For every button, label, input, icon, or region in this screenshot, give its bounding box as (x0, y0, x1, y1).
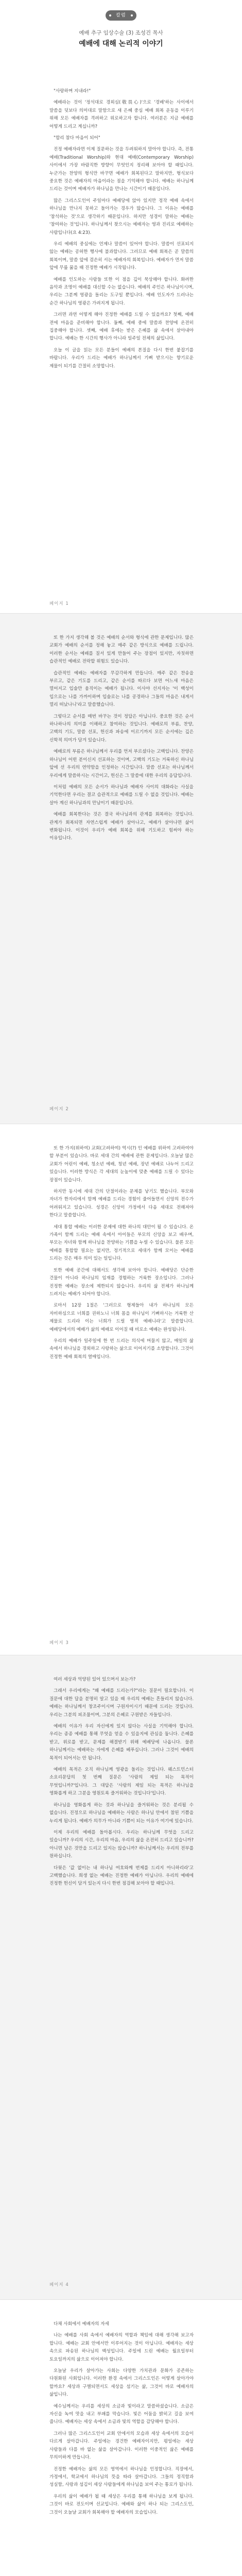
article-section-1 (0, 82, 242, 613)
page-number: 페이지 3 (49, 1640, 69, 1646)
article-title: 예배에 대해 논리적 이야기 (79, 40, 163, 48)
paragraph: 우리 예배의 중심에는 언제나 말씀이 있어야 합니다. 말씀이 선포되지 않는 예배는 공허한 행사에 불과합니다. 그러므로 예배 회복은 곧 말씀의 회복이며, 말씀 앞에 겸손히 서는 예배자의 회복입니다. 예배자가 먼저 말씀 앞에 무릎 꿇을 때 진정한 예배가 시작됩니다. (49, 241, 194, 271)
paragraph: 예배를 인도하는 사람들 또한 이 점을 깊이 묵상해야 합니다. 화려한 음악과 조명이 예배를 대신할 수는 없습니다. 예배의 주인은 하나님이시며, 우리는 그분께 영광을 돌리는 도구일 뿐입니다. 예배 인도자가 드러나는 순간 하나님의 영광은 가려지게 됩니다. (49, 277, 194, 306)
article-section-4 (0, 1655, 242, 2299)
paragraph: 로마서 12장 1절은 '그러므로 형제들아 내가 하나님의 모든 자비하심으로 너희를 권하노니 너희 몸을 하나님이 기뻐하시는 거룩한 산 제물로 드리라 이는 너희가 드릴 영적 예배니라'고 말씀합니다. 예배당에서의 예배가 삶의 예배로 이어질 때 비로소 예배는 완성됩니다. (49, 1303, 194, 1332)
paragraph: 그렇다고 순서를 매번 바꾸는 것이 정답은 아닙니다. 중요한 것은 순서 하나하나의 의미를 이해하고 참여하는 것입니다. 예배로의 부름, 찬양, 고백의 기도, 말씀 선포, 헌신과 파송에 이르기까지 모든 순서에는 깊은 신학적 의미가 담겨 있습니다. (49, 714, 194, 743)
paragraph: 예배의 이유가 우리 자신에게 있지 않다는 사실을 기억해야 합니다. 우리는 종종 예배를 통해 무엇을 얻을 수 있을지에 관심을 둡니다. 은혜를 받고, 위로를 받고, 문제를 해결받기 위해 예배당에 나옵니다. 물론 하나님께서는 예배하는 자에게 은혜를 베푸십니다. 그러나 그것이 예배의 목적이 되어서는 안 됩니다. (49, 1724, 194, 1761)
section-heading: 다채 사회에서 예배자의 자세 (54, 2321, 109, 2327)
paragraph: 이처럼 예배의 모든 순서가 하나님과 예배자 사이의 대화라는 사실을 기억한다면 우리는 결코 습관적으로 예배를 드릴 수 없을 것입니다. 예배는 살아 계신 하나님과의 만남이기 때문입니다. (49, 784, 194, 806)
paragraph: 예배의 목적은 오직 하나님께 영광을 돌리는 것입니다. 웨스트민스터 소요리문답의 첫 번째 질문은 '사람의 제일 되는 목적이 무엇입니까?'입니다. 그 대답은 '사람의 제일 되는 목적은 하나님을 영화롭게 하고 그분을 영원토록 즐거워하는 것입니다'입니다. (49, 1767, 194, 1797)
paragraph: 예배로의 부름은 하나님께서 우리를 먼저 부르셨다는 고백입니다. 찬양은 하나님이 어떤 분이신지 선포하는 것이며, 고백의 기도는 거룩하신 하나님 앞에 선 우리의 연약함을 인정하는 시간입니다. 말씀 선포는 하나님께서 우리에게 말씀하시는 시간이고, 헌신은 그 말씀에 대한 우리의 응답입니다. (49, 749, 194, 778)
paragraph: 진정한 예배자는 삶의 모든 영역에서 하나님을 인정합니다. 직장에서, 가정에서, 학교에서 하나님의 뜻을 따라 살아갑니다. 그들의 정직함과 성실함, 사랑과 섬김이 세상 사람들에게 하나님을 보여 주는 통로가 됩니다. (49, 2466, 194, 2488)
paragraph: 이제 우리의 예배를 돌아봅시다. 우리는 하나님께 무엇을 드리고 있습니까? 우리의 시간, 우리의 마음, 우리의 삶을 온전히 드리고 있습니까? 아니면 남은 것만을 드리고 있지는 않습니까? 하나님께서는 우리의 전부를 원하십니다. (49, 1829, 194, 1859)
paragraph: 다윗은 '값 없이는 내 하나님 여호와께 번제를 드리지 아니하리라'고 고백했습니다. 희생 없는 예배는 진정한 예배가 아닙니다. 우리의 예배에 진정한 헌신이 담겨 있는지 다시 한번 점검해 보아야 할 때입니다. (49, 1865, 194, 1887)
section-text (49, 2320, 194, 2520)
paragraph: 또 한 가지(위하여) 교회(고려하여) 역시(?) 인 예배를 위하여 고려하여야 할 부분이 있습니다. 바로 세대 간의 예배에 관한 문제입니다. 오늘날 많은 교회가 어린이 예배, 청소년 예배, 청년 예배, 장년 예배로 나누어 드리고 있습니다. 이러한 방식은 각 세대의 눈높이에 맞춘 예배를 드릴 수 있다는 장점이 있습니다. (49, 1146, 194, 1183)
paragraph: 습관적인 예배는 예배자를 무감각하게 만듭니다. 매주 같은 찬송을 부르고, 같은 기도를 드리고, 같은 순서를 따르다 보면 어느새 마음은 멀어지고 입술만 움직이는 예배가 됩니다. 이사야 선지자는 '이 백성이 입으로는 나를 가까이하며 입술로는 나를 공경하나 그들의 마음은 내게서 멀리 떠났나니'라고 말씀했습니다. (49, 670, 194, 708)
paragraph: 많은 그리스도인이 주일마다 예배당에 앉아 있지만 정작 예배 속에서 하나님을 만나지 못하고 돌아가는 경우가 많습니다. 그 이유는 예배를 '참석하는 것'으로 생각하기 때문입니다. 하지만 성경이 말하는 예배는 '참여하는 것'입니다. 하나님께서 찾으시는 예배자는 영과 진리로 예배하는 사람입니다(요 4:23). (49, 198, 194, 235)
badge-dot-right-icon (131, 14, 133, 16)
section-heading: 여러 세상과 억양된 있어 있으며서 보는가? (54, 1677, 136, 1682)
page-number: 페이지 4 (49, 2282, 69, 2287)
article-section-2 (0, 614, 242, 1124)
section-text (49, 1676, 194, 1892)
paragraph: 그래서 우리에게는 "왜 예배를 드리는가?"라는 질문이 필요합니다. 이 질문에 대한 답을 분명히 알고 있을 때 우리의 예배는 흔들리지 않습니다. 예배는 하나님께서 창조주이시며 구원자이시기 때문에 드리는 것입니다. 우리는 그분의 피조물이며, 그분의 은혜로 구원받은 자들입니다. (49, 1688, 194, 1718)
article-subtitle: 예배 추구 임상수술 (3) 조성건 목사 (79, 30, 163, 36)
paragraph: "합리 참다 마음이 되어" (54, 135, 100, 141)
paragraph: 진정 예배자라면 이제 질문하는 것을 두려워하지 말아야 합니다. 즉, 전통 예배(Traditional Worship)와 현대 예배(Contemporary Worship) 사이에서 가장 바람직한 방향이 무엇인지 정리해 보아야 할 때입니다. 누군가는 찬양의 형식만 바꾸면 예배가 회복된다고 말하지만, 형식보다 중요한 것은 예배자의 마음이라는 점을 기억해야 합니다. 예배는 하나님께 드리는 것이며 예배자가 하나님을 만나는 시간이기 때문입니다. (49, 147, 194, 192)
paragraph: 오늘날 우리가 살아가는 사회는 다양한 가치관과 문화가 공존하는 다원화된 사회입니다. 이러한 환경 속에서 그리스도인은 어떻게 살아가야 할까요? 세상과 구별되면서도 세상을 섬기는 삶, 그것이 바로 예배자의 삶입니다. (49, 2368, 194, 2398)
paragraph: 세대 통합 예배는 이러한 문제에 대한 하나의 대안이 될 수 있습니다. 온 가족이 함께 드리는 예배 속에서 아이들은 부모의 신앙을 보고 배우며, 부모는 자녀와 함께 하나님을 찬양하는 기쁨을 누릴 수 있습니다. 물론 모든 예배를 통합할 필요는 없지만, 정기적으로 세대가 함께 모이는 예배를 드리는 것은 매우 의미 있는 일입니다. (49, 1224, 194, 1262)
paragraph: 또 한 가지 생각해 볼 것은 예배의 순서와 형식에 관한 문제입니다. 많은 교회가 예배의 순서를 정해 놓고 매주 같은 방식으로 예배를 드립니다. 이러한 순서는 예배를 질서 있게 만들어 주는 장점이 있지만, 자칫하면 습관적인 예배로 전락할 위험도 있습니다. (49, 635, 194, 665)
paragraph: 예수님께서는 우리를 세상의 소금과 빛이라고 말씀하셨습니다. 소금은 자신을 녹여 맛을 내고 부패를 막습니다. 빛은 어둠을 밝히고 길을 보여 줍니다. 예배자는 세상 속에서 소금과 빛의 역할을 감당해야 합니다. (49, 2403, 194, 2425)
page-number: 페이지 2 (49, 1107, 69, 1112)
page-number: 페이지 1 (49, 601, 69, 606)
paragraph: "사랑하며 지내라!" (54, 89, 91, 94)
paragraph: 또한 예배 공간에 대해서도 생각해 보아야 합니다. 예배당은 단순한 건물이 아니라 하나님의 임재를 경험하는 거룩한 장소입니다. 그러나 진정한 예배는 장소에 제한되지 않습니다. 우리의 삶 전체가 하나님께 드려지는 예배가 되어야 합니다. (49, 1267, 194, 1297)
badge-dot-left-icon (109, 14, 111, 16)
paragraph: 그러나 많은 그리스도인이 교회 안에서의 모습과 세상 속에서의 모습이 다르게 살아갑니다. 주일에는 경건한 예배자이지만, 평일에는 세상 사람들과 다를 바 없는 삶을 살아갑니다. 이러한 이중적인 삶은 예배를 무의미하게 만듭니다. (49, 2431, 194, 2461)
badge-label: 칼럼 (116, 13, 126, 18)
paragraph: 우리의 삶이 예배가 될 때 세상은 우리를 통해 하나님을 보게 됩니다. 그것이 바로 전도이며 선교입니다. 예배와 삶이 하나 되는 그리스도인, 그것이 오늘날 교회가 회복해야 할 예배자의 모습입니다. (49, 2494, 194, 2515)
article-section-5 (0, 2300, 242, 2576)
paragraph: 하나님을 영화롭게 하는 것과 하나님을 즐거워하는 것은 분리될 수 없습니다. 진정으로 하나님을 예배하는 사람은 하나님 안에서 참된 기쁨을 누리게 됩니다. 예배가 의무가 아니라 기쁨이 되는 이유가 여기에 있습니다. (49, 1802, 194, 1824)
article-header (0, 0, 242, 82)
article-section-3 (0, 1124, 242, 1655)
section-text (49, 634, 194, 846)
paragraph: 우리의 예배가 일주일에 한 번 드리는 의식에 머물지 않고, 매일의 삶 속에서 하나님을 경외하고 사랑하는 삶으로 이어지기를 소망합니다. 그것이 진정한 예배 회복의 열매입니다. (49, 1338, 194, 1360)
section-text (49, 88, 194, 374)
column-badge (106, 10, 136, 21)
paragraph: 그러면 과연 어떻게 해야 진정한 예배를 드릴 수 있을까요? 첫째, 예배 전에 마음을 준비해야 합니다. 둘째, 예배 중에 말씀과 찬양에 온전히 집중해야 합니다. 셋째, 예배 후에는 받은 은혜를 삶 속에서 살아내야 합니다. 예배는 한 시간의 행사가 아니라 일주일 전체의 삶입니다. (49, 312, 194, 342)
paragraph: 오늘 이 글을 읽는 모든 분들이 예배의 본질을 다시 한번 붙잡기를 바랍니다. 우리가 드리는 예배가 하나님께서 기뻐 받으시는 향기로운 제물이 되기를 간절히 소망합니다. (49, 347, 194, 369)
section-text (49, 1145, 194, 1365)
paragraph: 예배라는 것이 '정석대로 경외심(敬畏心)'으로 '경배'하는 사이에서 말씀을 덧보다 의미대로 말함으로 새 은혜 중심 예배 회복 운동을 이루기 위해 모든 예배자를 격려하고 위로하고자 합니다. 여러분은 지금 예배를 어떻게 드리고 계십니까? (49, 100, 194, 129)
paragraph: 예배를 회복한다는 것은 결국 하나님과의 관계를 회복하는 것입니다. 관계가 회복되면 자연스럽게 예배가 살아나고, 예배가 살아나면 삶이 변화됩니다. 이것이 우리가 예배 회복을 위해 기도하고 힘써야 하는 이유입니다. (49, 812, 194, 841)
paragraph: 나는 예배를 사회 속에서 예배자의 역할과 책임에 대해 생각해 보고자 합니다. 예배는 교회 안에서만 이루어지는 것이 아닙니다. 예배자는 세상 속으로 파송된 하나님의 백성입니다. 주일에 드린 예배는 월요일부터 토요일까지의 삶으로 이어져야 합니다. (49, 2333, 194, 2362)
paragraph: 하지만 동시에 세대 간의 단절이라는 문제를 낳기도 했습니다. 부모와 자녀가 한자리에서 함께 예배를 드리는 경험이 줄어들면서 신앙의 전수가 어려워지고 있습니다. 성경은 신앙이 가정에서 다음 세대로 전해져야 한다고 말씀합니다. (49, 1189, 194, 1218)
